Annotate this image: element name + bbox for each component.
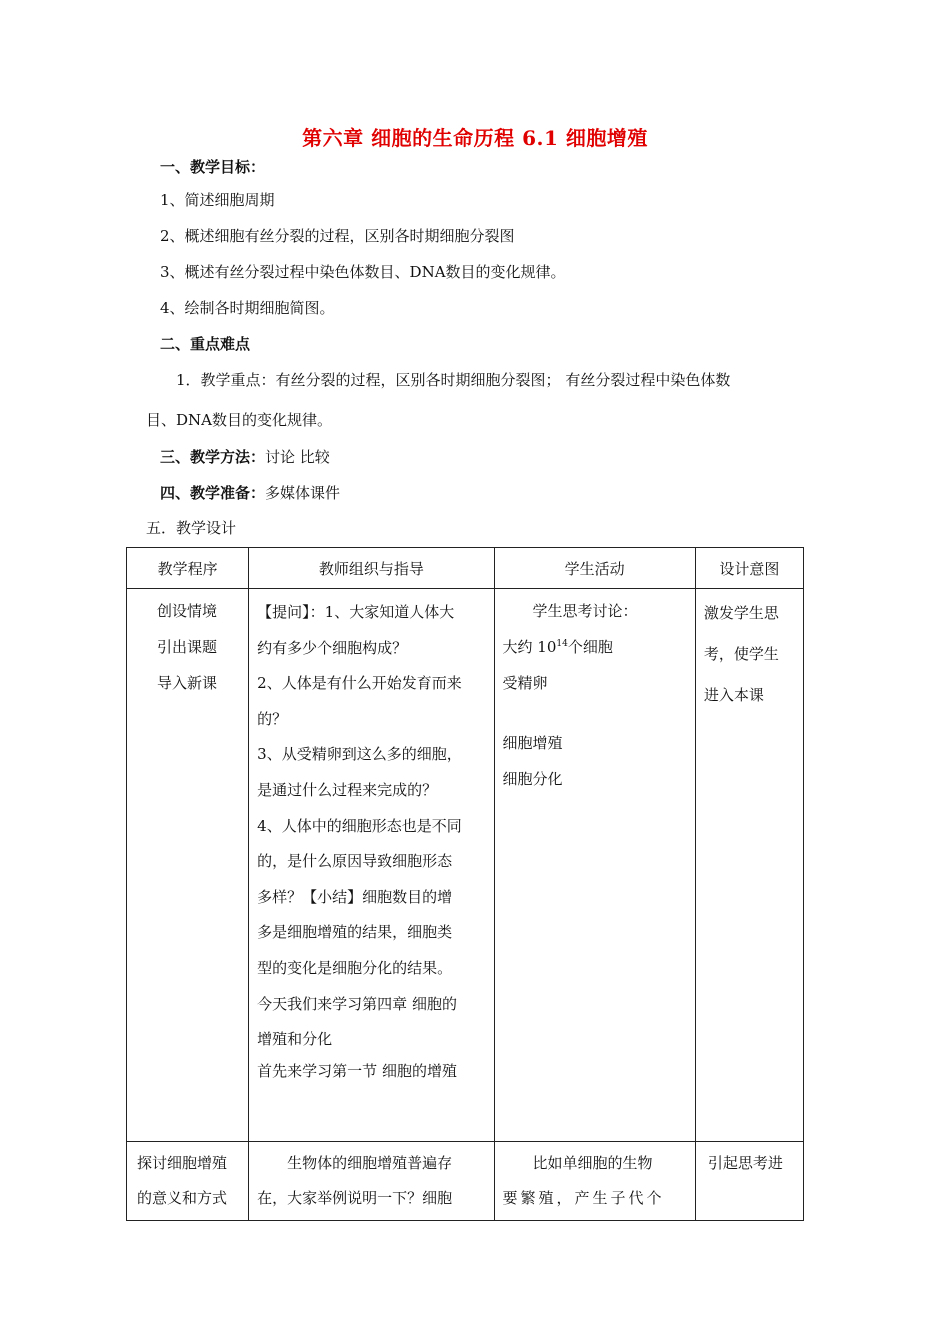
goal-item: 4、绘制各时期细胞简图。 xyxy=(160,299,335,317)
header-cell-student: 学生活动 xyxy=(494,548,695,589)
prep-heading: 四、教学准备： xyxy=(160,484,266,502)
header-cell-teacher: 教师组织与指导 xyxy=(249,548,494,589)
student-line xyxy=(503,629,687,665)
student-line: 比如单细胞的生物 xyxy=(532,1154,653,1172)
teacher-line: 是通过什么过程来完成的？ xyxy=(257,780,438,799)
procedure-cell xyxy=(127,1142,249,1221)
procedure-line: 创设情境 xyxy=(157,602,218,620)
teaching-design-table xyxy=(126,547,804,1221)
key-text-line1: 1．教学重点：有丝分裂的过程，区别各时期细胞分裂图； 有丝分裂过程中染色体数 xyxy=(176,371,731,389)
teacher-line: 今天我们来学习第四章 细胞的 xyxy=(257,994,457,1013)
teacher-line: 型的变化是细胞分化的结果。 xyxy=(257,958,453,977)
design-heading: 五．教学设计 xyxy=(146,519,237,537)
table-row xyxy=(127,1142,804,1221)
intent-cell xyxy=(695,1142,803,1221)
goal-item: 2、概述细胞有丝分裂的过程，区别各时期细胞分裂图 xyxy=(160,227,515,245)
goal-item: 3、概述有丝分裂过程中染色体数目、DNA数目的变化规律。 xyxy=(160,263,566,281)
teacher-line: 3、从受精卵到这么多的细胞， xyxy=(257,745,462,764)
method-line xyxy=(160,446,330,467)
exponent: 14 xyxy=(556,639,568,649)
method-text: 讨论 比较 xyxy=(265,448,330,466)
header-cell-procedure: 教学程序 xyxy=(127,548,249,589)
student-line: 要繁殖，产生子代个 xyxy=(502,1189,665,1207)
teacher-line: 【提问】：1、大家知道人体大 xyxy=(257,603,455,621)
student-text: 个细胞 xyxy=(567,638,613,656)
goals-heading: 一、教学目标： xyxy=(160,158,266,176)
table-header-row xyxy=(127,548,804,589)
teacher-line: 生物体的细胞增殖普遍存 xyxy=(287,1154,453,1172)
student-line: 受精卵 xyxy=(502,674,548,692)
key-text-line2: 目、DNA数目的变化规律。 xyxy=(146,411,332,429)
student-line: 细胞分化 xyxy=(502,770,563,788)
student-line: 细胞增殖 xyxy=(502,734,563,752)
intent-line: 激发学生思 xyxy=(703,604,779,622)
intent-cell xyxy=(695,589,803,1142)
document-title: 第六章 细胞的生命历程 6.1 细胞增殖 xyxy=(302,126,648,150)
header-cell-intent: 设计意图 xyxy=(695,548,803,589)
student-cell xyxy=(494,1142,695,1221)
procedure-line: 导入新课 xyxy=(157,674,218,692)
teacher-line: 的？ xyxy=(257,709,288,728)
teacher-line: 4、人体中的细胞形态也是不同 xyxy=(257,816,462,835)
teacher-line: 首先来学习第一节 细胞的增殖 xyxy=(257,1061,457,1080)
student-cell xyxy=(494,589,695,1142)
prep-text: 多媒体课件 xyxy=(265,484,341,502)
table-row xyxy=(127,589,804,1142)
teacher-line: 多样？【小结】细胞数目的增 xyxy=(257,887,453,906)
student-line: 学生思考讨论： xyxy=(532,602,638,620)
intent-line: 引起思考进 xyxy=(707,1154,783,1172)
procedure-line: 的意义和方式 xyxy=(137,1189,228,1207)
teacher-cell xyxy=(249,1142,494,1221)
method-heading: 三、教学方法： xyxy=(160,448,266,466)
teacher-line: 在，大家举例说明一下？细胞 xyxy=(257,1189,453,1207)
teacher-cell xyxy=(249,589,494,1142)
intent-line: 进入本课 xyxy=(703,686,764,704)
key-heading: 二、重点难点 xyxy=(160,335,251,353)
prep-line xyxy=(160,482,340,503)
procedure-line: 引出课题 xyxy=(157,638,218,656)
teacher-line: 增殖和分化 xyxy=(257,1030,333,1049)
spacer xyxy=(503,701,687,725)
teacher-line: 的，是什么原因导致细胞形态 xyxy=(257,852,453,871)
procedure-cell xyxy=(127,589,249,1142)
student-text: 大约 10 xyxy=(502,638,557,656)
teacher-line: 约有多少个细胞构成？ xyxy=(257,638,408,657)
intent-line: 考，使学生 xyxy=(703,645,779,663)
goal-item: 1、简述细胞周期 xyxy=(160,191,275,209)
teacher-line: 多是细胞增殖的结果，细胞类 xyxy=(257,923,453,942)
teacher-line: 2、人体是有什么开始发育而来 xyxy=(257,674,462,693)
procedure-line: 探讨细胞增殖 xyxy=(137,1154,228,1172)
